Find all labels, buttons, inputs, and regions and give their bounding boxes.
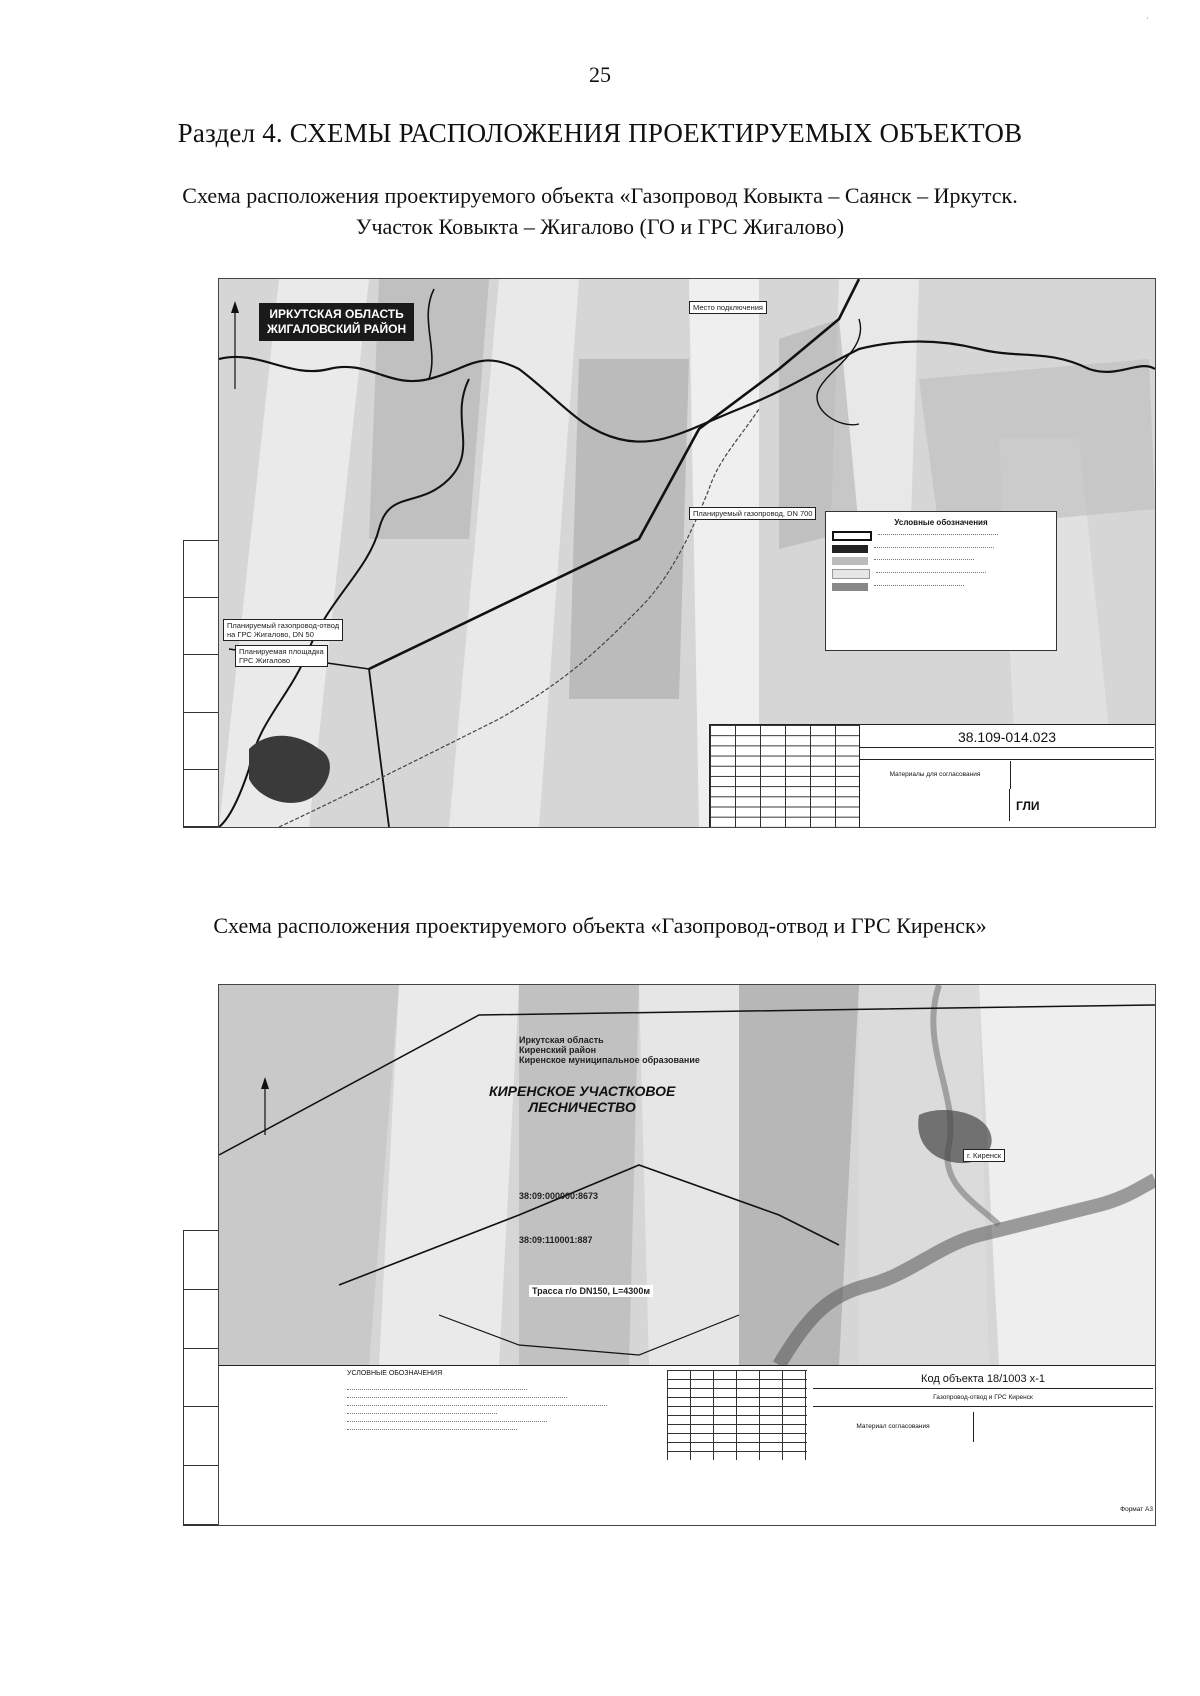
map2-region-text (519, 1035, 700, 1065)
parcel-label-1: 38:09:000000:8673 (519, 1191, 599, 1201)
map2-region-line3: Киренское муниципальное образование (519, 1055, 700, 1065)
pipeline-tag: Планируемый газопровод, DN 700 (689, 507, 816, 520)
object-stage: Материал согласования (813, 1412, 974, 1442)
map-2 (218, 984, 1156, 1526)
map-1 (218, 278, 1156, 828)
legend-2-header: УСЛОВНЫЕ ОБОЗНАЧЕНИЯ (347, 1370, 443, 1377)
corner-mark: · (1146, 14, 1149, 23)
station-tag-line1: Планируемая площадка (239, 647, 324, 656)
title-block-1 (709, 724, 1156, 828)
title-block-1-code: 38.109-014.023 (860, 727, 1154, 748)
object-code: Код объекта 18/1003 х-1 (813, 1370, 1153, 1389)
branch-tag (223, 619, 343, 641)
legend-1 (825, 511, 1057, 651)
region-label-line1: ИРКУТСКАЯ ОБЛАСТЬ (269, 307, 404, 321)
map2-region-line1: Иркутская область (519, 1035, 604, 1045)
scheme1-title-line2: Участок Ковыкта – Жигалово (ГО и ГРС Жигалово) (355, 214, 845, 239)
city-label: г. Киренск (963, 1149, 1005, 1162)
side-stamp-2 (183, 1230, 219, 1526)
page-number: 25 (589, 62, 611, 87)
parcel-label-2: 38:09:110001:887 (519, 1235, 593, 1245)
region-label-line2: ЖИГАЛОВСКИЙ РАЙОН (267, 322, 407, 336)
map2-region-line2: Киренский район (519, 1045, 597, 1055)
title-block-1-desc (860, 747, 1154, 760)
forestry-line1: КИРЕНСКОЕ УЧАСТКОВОЕ (489, 1083, 676, 1099)
title-block-1-stage: Материалы для согласования (860, 761, 1011, 789)
title-block-2-grid (667, 1370, 807, 1460)
connection-tag: Место подключения (689, 301, 767, 314)
scheme1-title (0, 180, 1200, 242)
legend-row-zone (832, 557, 1050, 565)
title-block-2 (219, 1365, 1155, 1526)
route-label: Трасса г/о DN150, L=4300м (529, 1285, 653, 1297)
station-tag-line2: ГРС Жигалово (239, 656, 291, 665)
title-block-1-plan (860, 789, 1010, 821)
forestry-line2: ЛЕСНИЧЕСТВО (528, 1099, 636, 1115)
object-name: Газопровод-отвод и ГРС Киренск (813, 1390, 1153, 1407)
scheme2-title: Схема расположения проектируемого объекта «Газопровод-отвод и ГРС Киренск» (213, 913, 987, 938)
branch-tag-line2: на ГРС Жигалово, DN 50 (227, 630, 314, 639)
format-label: Формат А3 (1120, 1506, 1153, 1513)
title-block-1-grid (710, 725, 860, 827)
title-block-1-logo: ГЛИ (1016, 799, 1040, 813)
branch-tag-line1: Планируемый газопровод-отвод (227, 621, 340, 630)
side-stamp-1 (183, 540, 219, 828)
section-title: Раздел 4. СХЕМЫ РАСПОЛОЖЕНИЯ ПРОЕКТИРУЕМЫХ ОБЪЕКТОВ (177, 118, 1023, 148)
legend-row-pipeline (832, 531, 1050, 541)
legend-row-forest (832, 569, 1050, 579)
legend-row-branch (832, 545, 1050, 553)
forestry-label (489, 1083, 675, 1115)
legend-row-area (832, 583, 1050, 591)
legend-1-title: Условные обозначения (894, 518, 988, 527)
station-tag (235, 645, 328, 667)
legend-2-lines (347, 1382, 647, 1437)
scheme1-title-line1: Схема расположения проектируемого объекта «Газопровод Ковыкта – Саянск – Иркутск. (182, 183, 1018, 208)
region-label (259, 303, 414, 341)
